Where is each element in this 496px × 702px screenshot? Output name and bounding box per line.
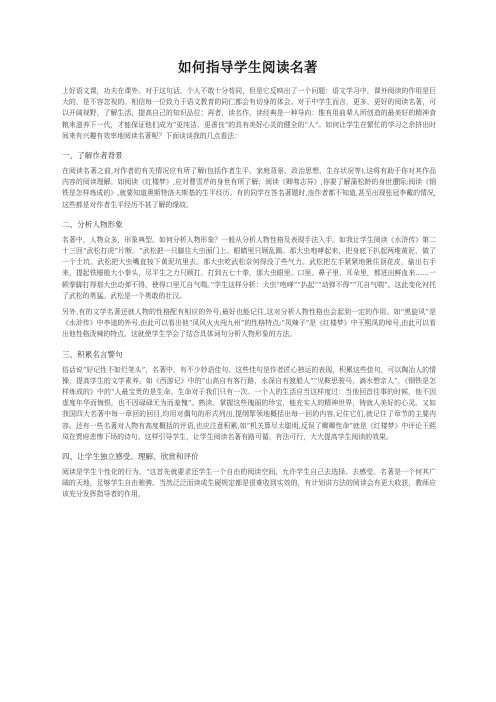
section-paragraph: 阅读是学生个性化的行为。“这首先就要求还学生一个自由的阅读空间，允许学生自己去选择、去感受。名著是一个何其广阔的天地，足够学生自由驰骋。当然泛泛而读或生硬规定都是很难收到实效的，有计划讲方法的阅读会有更大收获，教师应该充分发挥指导者的作用， xyxy=(62,468,436,499)
section-paragraph: 另外,有的文学名著还就人物的性格配有相应的外号,最好也能记住,这对分析人物性格也会起到一定的作用。如“黑旋风”是《水浒传》中李逵的外号,由此可以看出他“风风火火闯九州”的性格特点;“凤辣子”是《红楼梦》中王熙凤的绰号,由此可以看出他性格泼辣的特点。这就使学生学会了结合具体词句分析人物形象的方法。 xyxy=(62,308,436,339)
section-paragraph: 在阅读名著之前,对作者的有关情况应有所了解(包括作者生平、家庭背景、政治思想、生存状况等),这将有助于你对其作品内容的阅读理解。如阅读《红楼梦》,应对曹雪芹的身世有所了解；阅读《卿弗志异》,你要了解蒲松龄的身世遭际;阅读《钢铁是怎样炼成的》,就要知道奥斯特洛夫斯基的生平经历。有的同学在答名著题时,连作者都不知道,甚至出现张冠李戴的情况,这些都是对作者生平经历不甚了解的缘故。 xyxy=(62,167,436,209)
section-paragraph: 俗话说“好记性不如烂笔头”，名著中，有不少妙语佳句。这些佳句是作者匠心独运的表现，积累这些佳句，可以陶冶人的情操，提高学生的文学素养。如《西游记》中的“山高自有客行路，水深自有渡船人”“见鞍思骏马，滴水想亲人”，《钢铁是怎样炼成的》中的“人最宝贵的是生命。生命对于我们只有一次。一个人的生活应当这样度过：当他回首往事的时候，他不因虚度年华而悔恨，也不因碌碌无为而羞愧”。熟读、掌握这些瑰丽的珍宝，能充实人的精神世界，铸就人美好的心灵。又如我国四大名著中每一章回的回目,均用对偶句的形式列出,提纲挈领地概括出每一回的内容,记住它们,就记住了章节的主要内容。还有一些名著对人物有高度概括的评语,也应注意积累,如“机关算尽太聪明,反误了卿卿性命”就是《红楼梦》中评论王熙凤在贾府悲惨下场的诗句。这样引导学生，让学生阅读名著有路可循，有法可行，大大提高学生阅读的效果。 xyxy=(62,365,436,441)
section-heading-author-background: 一、了解作者背景 xyxy=(62,151,123,161)
intro-paragraph: 上好语文课，功夫在课外。对于这句话，个人不敢十分苟同，但是它反映出了一个问题：语文学习中，课外阅读的作用是巨大的，是不容忽视的。相信每一位致力于语文教育的同仁都会有切身的体会。对于中学生而言，更多、更好的阅读名著，可以开阔视野，了解生活，提高自己的知识品位；再者，读名作，读经典是一种导向：惟有用前辈人所创造的最美好的精神食粮来滋养下一代，才能保证他们成为“更纯洁、更善良”的具有美好心灵的健全的“人”。如何让学生在繁忙的学习之余挤出时间来有兴趣有效率地阅读名著呢？下面谈谈我的几点看法： xyxy=(62,87,436,140)
section-heading-independent-reading: 四、让学生独立感受、理解、欣赏和评价 xyxy=(62,452,199,462)
document-body xyxy=(62,86,436,506)
document-title: 如何指导学生阅读名著 xyxy=(178,60,318,76)
section-heading-character-analysis: 二、分析人物形象 xyxy=(62,219,123,229)
section-heading-quotations: 三、积累名言警句 xyxy=(62,349,123,359)
section-paragraph: 名著中，人物众多，形象典型。如何分析人物形象？一般从分析人物性格及表现手法入手。如我让学生阅读《水浒传》第二十三回“武松打虎”片断。“武松把一只脚往大虫面门上、眼睛里只顾乱踢。那大虫咆哮起来，把身底下扒起两堆黄泥，做了一个土坑。武松把大虫嘴直按下黄泥坑里去。那大虫吃武松奈何得没了些气力。武松把左手紧紧地揪住顶花皮，偷出右手来，提起铁锤般大小拳头，尽平生之力只顾打。打到五七十拳，那大虫眼里、口里、鼻子里、耳朵里，都迸出鲜血来……一顿拳脚打得那大虫动弹不得，使得口里兀自气喘。”学生这样分析：大虫“咆哮”“扒起”“动弹不得”“兀自气喘”。这此变化衬托了武松的勇猛。武松是一个勇敢的壮汉。 xyxy=(62,235,436,300)
